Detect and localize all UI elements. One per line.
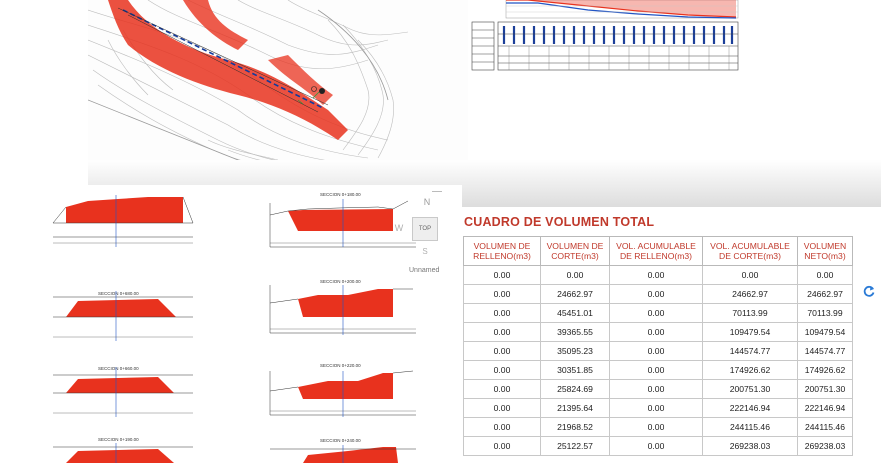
view-name-label[interactable]: Unnamed [409,267,440,274]
table-cell: 0.00 [610,323,703,342]
table-header-row [464,237,853,266]
section-label-0-200: SECCION 0+200.00 [320,279,361,284]
table-cell: 269238.03 [798,437,853,456]
table-cell: 109479.54 [798,323,853,342]
table-cell: 0.00 [464,342,541,361]
table-cell: 244115.46 [703,418,798,437]
table-row [464,418,853,437]
table-cell: 0.00 [464,285,541,304]
table-row [464,399,853,418]
cross-sections-drawing [48,185,462,463]
table-cell: 0.00 [464,323,541,342]
table-cell: 70113.99 [703,304,798,323]
table-row [464,304,853,323]
section-left-2 [53,291,193,341]
table-row [464,342,853,361]
table-cell: 0.00 [610,266,703,285]
table-cell: 0.00 [464,380,541,399]
table-cell: 174926.62 [703,361,798,380]
table-cell: 0.00 [610,285,703,304]
table-cell: 35095.23 [541,342,610,361]
col-header-corte: VOLUMEN DE CORTE(m3) [541,237,610,266]
col-header-acum-relleno: VOL. ACUMULABLE DE RELLENO(m3) [610,237,703,266]
table-cell: 21395.64 [541,399,610,418]
table-cell: 200751.30 [703,380,798,399]
section-right-4 [270,438,416,463]
table-row [464,266,853,285]
section-label-0-180: SECCION 0+180.00 [320,192,361,197]
table-row [464,285,853,304]
table-cell: 0.00 [610,304,703,323]
refresh-icon[interactable] [862,284,876,298]
viewcube-west[interactable]: W [394,223,404,233]
table-cell: 0.00 [464,437,541,456]
table-cell: 24662.97 [541,285,610,304]
table-cell: 24662.97 [703,285,798,304]
table-body [464,266,853,456]
table-cell: 70113.99 [798,304,853,323]
table-cell: 45451.01 [541,304,610,323]
table-cell: 24662.97 [798,285,853,304]
table-cell: 0.00 [464,304,541,323]
table-cell: 174926.62 [798,361,853,380]
section-left-3 [53,366,193,417]
section-right-1 [270,192,416,247]
table-cell: 21968.52 [541,418,610,437]
table-cell: 109479.54 [703,323,798,342]
refresh-icon-svg [862,284,876,298]
volume-table [463,236,853,456]
table-row [464,380,853,399]
col-header-relleno: VOLUMEN DE RELLENO(m3) [464,237,541,266]
table-cell: 244115.46 [798,418,853,437]
col-header-neto: VOLUMEN NETO(m3) [798,237,853,266]
profile-svg [468,0,748,75]
table-row [464,437,853,456]
table-cell: 200751.30 [798,380,853,399]
table-cell: 222146.94 [798,399,853,418]
table-cell: 144574.77 [703,342,798,361]
table-cell: 0.00 [464,399,541,418]
table-cell: 269238.03 [703,437,798,456]
table-cell: 0.00 [464,361,541,380]
section-left-4 [53,437,193,463]
plan-view-svg [88,0,468,185]
section-label-0-240: SECCION 0+240.00 [320,438,361,443]
viewcube-top-face[interactable]: TOP [412,217,438,241]
section-label-0-190: SECCION 0+190.00 [98,437,139,442]
table-cell: 144574.77 [798,342,853,361]
section-label-0-660: SECCION 0+660.00 [98,366,139,371]
table-cell: 39365.55 [541,323,610,342]
section-right-3 [270,363,416,417]
table-cell: 0.00 [610,399,703,418]
section-left-1 [53,195,193,247]
col-header-acum-corte: VOL. ACUMULABLE DE CORTE(m3) [703,237,798,266]
table-cell: 0.00 [610,437,703,456]
table-cell: 30351.85 [541,361,610,380]
longitudinal-profile-drawing [468,0,748,75]
table-row [464,361,853,380]
viewcube-south[interactable]: S [422,247,428,256]
table-cell: 0.00 [703,266,798,285]
table-cell: 0.00 [610,342,703,361]
viewport-corner-marker [432,185,442,192]
section-label-0-680: SECCION 0+680.00 [98,291,139,296]
table-row [464,323,853,342]
table-cell: 0.00 [464,418,541,437]
section-label-0-220: SECCION 0+220.00 [320,363,361,368]
plan-view-drawing [88,0,468,185]
table-cell: 0.00 [464,266,541,285]
table-title: CUADRO DE VOLUMEN TOTAL [464,215,655,229]
table-cell: 0.00 [541,266,610,285]
table-cell: 0.00 [610,418,703,437]
viewcube-north[interactable]: N [423,197,431,207]
table-cell: 25122.57 [541,437,610,456]
table-cell: 0.00 [610,361,703,380]
section-right-2 [270,279,416,335]
table-cell: 25824.69 [541,380,610,399]
table-cell: 0.00 [610,380,703,399]
table-cell: 0.00 [798,266,853,285]
volume-table-panel [462,207,881,463]
table-cell: 222146.94 [703,399,798,418]
